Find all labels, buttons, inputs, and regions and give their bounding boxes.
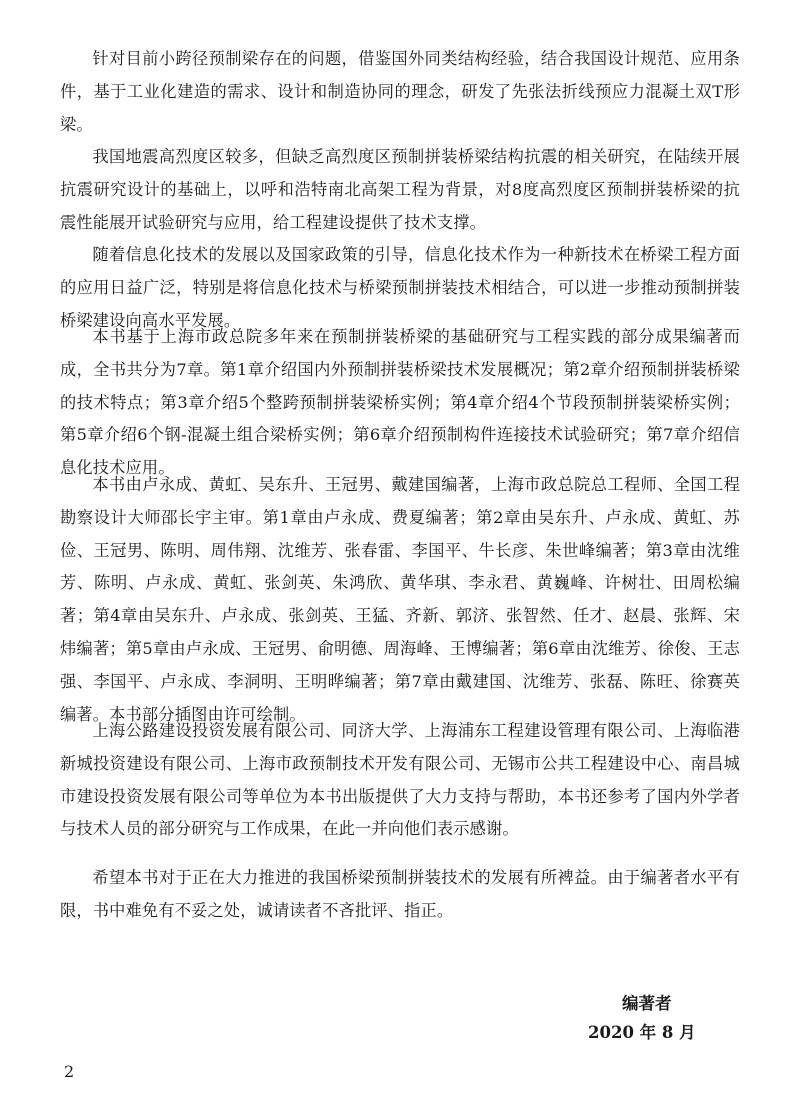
paragraph-acknowledgements: 上海公路建设投资发展有限公司、同济大学、上海浦东工程建设管理有限公司、上海临港新城投资建设有限公司、上海市政预制技术开发有限公司、无锡市公共工程建设中心、南昌城市建设投资发展有限公司等单位为本书出版提供了大力支持与帮助，本书还参考了国内外学者与技术人员的部分研究与工作成果，在此一并向他们表示感谢。 — [60, 721, 740, 839]
signature-author: 编著者 — [622, 994, 672, 1013]
paragraph-book-structure: 本书基于上海市政总院多年来在预制拼装桥梁的基础研究与工程实践的部分成果编著而成，全书共分为7章。第1章介绍国内外预制拼装桥梁技术发展概况；第2章介绍预制拼装桥梁的技术特点；第3章介绍5个整跨预制拼装梁桥实例；第4章介绍4个节段预制拼装梁桥实例；第5章介绍6个钢-混凝土组合梁桥实例；第6章介绍预制构件连接技术试验研究；第7章介绍信息化技术应用。 — [60, 327, 740, 478]
paragraph-closing-hope: 希望本书对于正在大力推进的我国桥梁预制拼装技术的发展有所裨益。由于编著者水平有限，书中难免有不妥之处，诚请读者不吝批评、指正。 — [60, 868, 740, 920]
signature-date: 2020 年 8 月 — [588, 1023, 696, 1042]
page-number: 2 — [64, 1062, 75, 1081]
paragraph-precast-double-t-beam: 针对目前小跨径预制梁存在的问题，借鉴国外同类结构经验，结合我国设计规范、应用条件，基于工业化建造的需求、设计和制造协同的理念，研发了先张法折线预应力混凝土双T形梁。 — [60, 49, 740, 134]
paragraph-authors: 本书由卢永成、黄虹、吴东升、王冠男、戴建国编著，上海市政总院总工程师、全国工程勘察设计大师邵长宇主审。第1章由卢永成、费夏编著；第2章由吴东升、卢永成、黄虹、苏俭、王冠男、陈明、周伟翔、沈维芳、张春雷、李国平、牛长彦、朱世峰编著；第3章由沈维芳、陈明、卢永成、黄虹、张剑英、朱鸿欣、黄华琪、李永君、黄巍峰、许树壮、田周松编著；第4章由吴东升、卢永成、张剑英、王猛、齐新、郭济、张智然、任才、赵晨、张辉、宋炜编著；第5章由卢永成、王冠男、俞明德、周海峰、王博编著；第6章由沈维芳、徐俊、王志强、李国平、卢永成、李洞明、王明晔编著；第7章由戴建国、沈维芳、张磊、陈旺、徐赛英编著。本书部分插图由许可绘制。 — [60, 475, 740, 724]
paragraph-information-technology: 随着信息化技术的发展以及国家政策的引导，信息化技术作为一种新技术在桥梁工程方面的应用日益广泛，特别是将信息化技术与桥梁预制拼装技术相结合，可以进一步推动预制拼装桥梁建设向高水平发展。 — [60, 245, 740, 330]
paragraph-seismic-research: 我国地震高烈度区较多，但缺乏高烈度区预制拼装桥梁结构抗震的相关研究，在陆续开展抗震研究设计的基础上，以呼和浩特南北高架工程为背景，对8度高烈度区预制拼装桥梁的抗震性能展开试验研究与应用，给工程建设提供了技术支撑。 — [60, 147, 740, 232]
